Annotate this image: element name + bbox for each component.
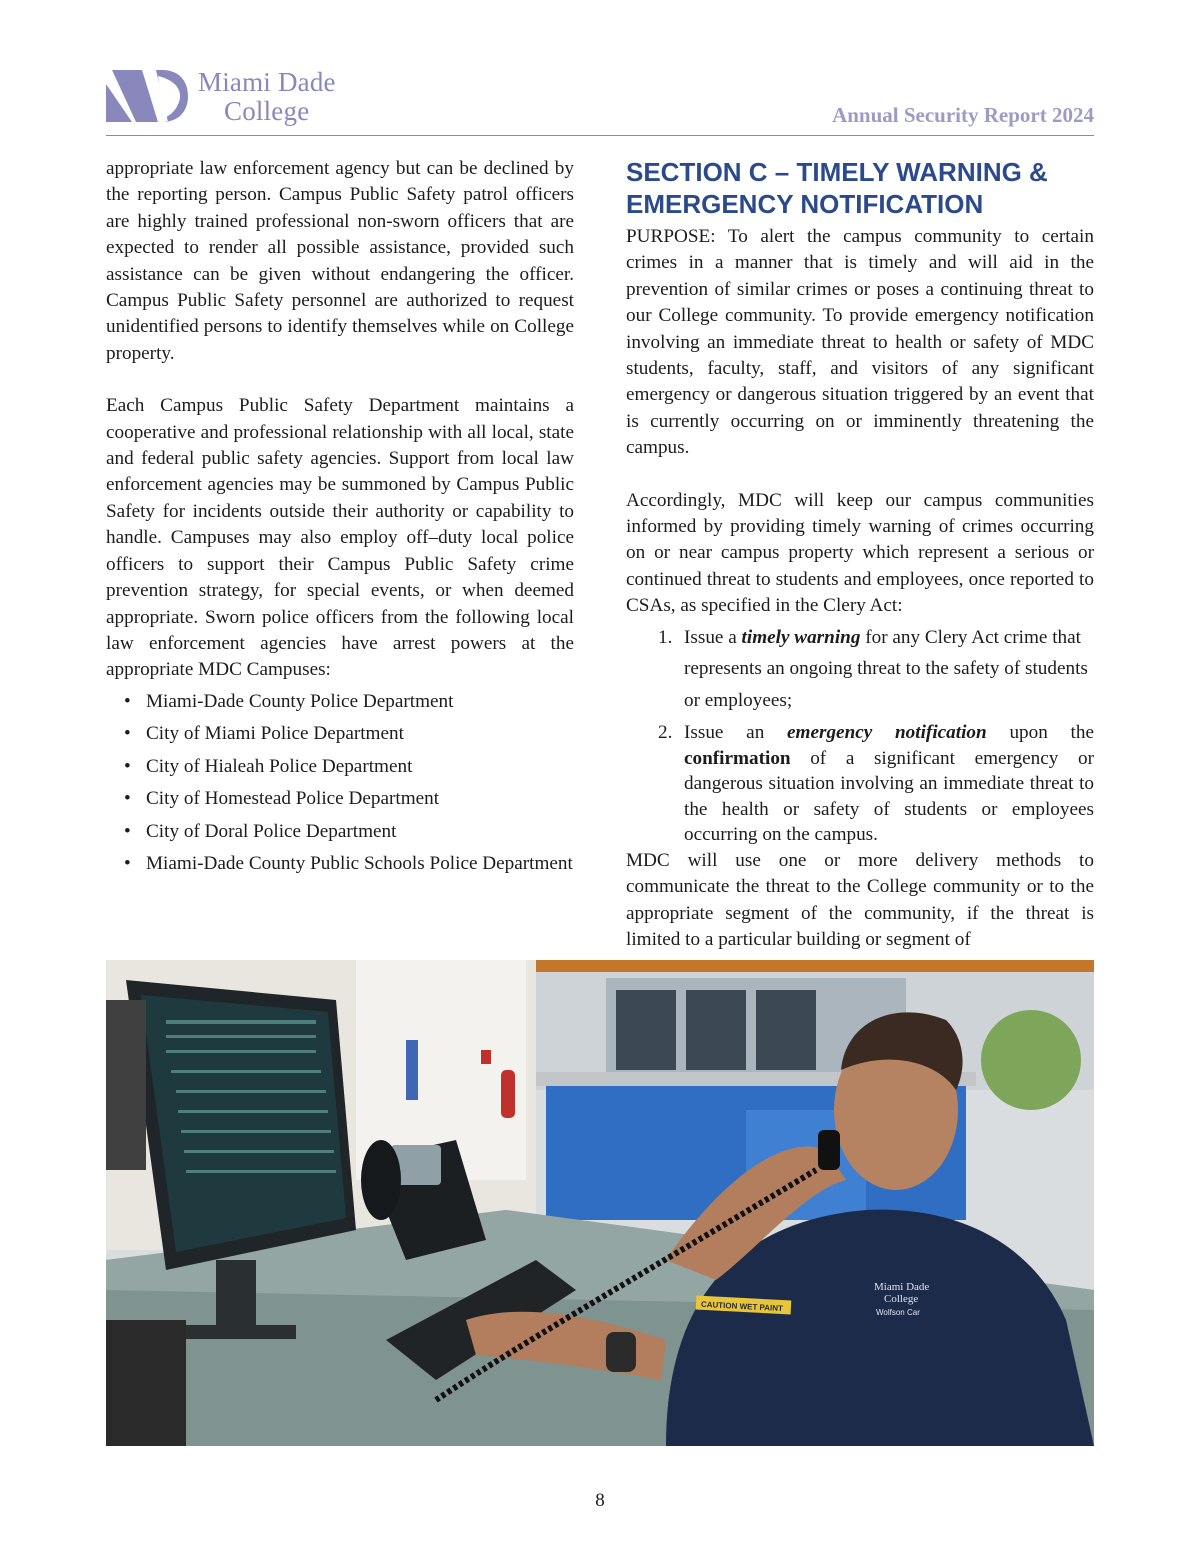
item-text: upon the [986, 722, 1094, 744]
section-title: SECTION C – TIMELY WARNING & EMERGENCY NOTIFICATION [626, 157, 1048, 219]
agency-name: City of Miami Police Department [146, 723, 404, 745]
list-item [122, 818, 574, 845]
college-logo-text [198, 68, 336, 126]
paragraph-delivery-methods: MDC will use one or more delivery methods to communicate the threat to the College community or to the appropriate segment of the community, if the threat is limited to a particular building or segment of [626, 849, 1094, 950]
agency-name: City of Homestead Police Department [146, 788, 440, 810]
list-item [122, 785, 574, 812]
shirt-logo-line-3: Wolfson Car [876, 1308, 920, 1317]
agency-list [106, 688, 574, 878]
college-logo-mark [106, 70, 188, 122]
bullet-icon: • [124, 820, 131, 842]
bullet-icon: • [124, 755, 131, 777]
list-item [122, 753, 574, 780]
agency-name: Miami-Dade County Police Department [146, 690, 454, 712]
paragraph-patrol-officers: appropriate law enforcement agency but can be declined by the reporting person. Campus Public Safety patrol officers are highly trained professional non-sworn officers that are expected to render all possible assistance, provided such assistance can be given without endangering the officer. Campus Public Safety personnel are authorized to request unidentified persons to identify themselves while on College property. [106, 158, 574, 364]
left-column [106, 156, 574, 883]
item-number: 1. [658, 626, 673, 648]
right-column [626, 156, 1094, 953]
dispatcher-photo-illustration [106, 960, 1094, 1446]
emphasis-emergency-notification: emergency notification [787, 722, 987, 744]
item-text: Issue an [684, 722, 788, 744]
bullet-icon: • [124, 690, 131, 712]
list-item [122, 688, 574, 715]
page-number: 8 [595, 1490, 605, 1511]
shirt-logo-line-2: College [884, 1293, 919, 1305]
list-item [658, 720, 1094, 848]
college-logo [106, 67, 366, 126]
list-item [122, 850, 574, 877]
emphasis-timely-warning: timely warning [741, 626, 861, 648]
agency-name: Miami-Dade County Public Schools Police Department [146, 853, 573, 875]
dispatcher-photo [106, 960, 1094, 1446]
agency-name: City of Hialeah Police Department [146, 755, 413, 777]
shirt-logo-line-1: Miami Dade [874, 1281, 930, 1293]
list-item [658, 622, 1094, 717]
logo-line-2: College [224, 96, 310, 126]
bullet-icon: • [124, 788, 131, 810]
report-title: Annual Security Report 2024 [832, 103, 1094, 127]
emphasis-confirmation: confirmation [684, 747, 791, 769]
item-number: 2. [658, 722, 673, 744]
item-text: Issue a [684, 626, 742, 648]
notification-steps [626, 622, 1094, 848]
bullet-icon: • [124, 723, 131, 745]
paragraph-accordingly: Accordingly, MDC will keep our campus communities informed by providing timely warning of crimes occurring on or near campus property which represent a serious or continued threat to students and employees, once reported to CSAs, as specified in the Clery Act: [626, 489, 1094, 617]
bullet-icon: • [124, 853, 131, 875]
logo-line-1: Miami Dade [198, 67, 336, 97]
floor-sign: CAUTION WET PAINT [700, 1299, 784, 1314]
agency-name: City of Doral Police Department [146, 820, 397, 842]
list-item [122, 720, 574, 747]
paragraph-purpose: PURPOSE: To alert the campus community to certain crimes in a manner that is timely and will aid in the prevention of similar crimes or poses a continuing threat to our College community. To provide emergency notification involving an immediate threat to health or safety of MDC students, faculty, staff, and visitors of any significant emergency or dangerous situation triggered by an event that is currently occurring on or imminently threatening the campus. [626, 226, 1094, 459]
item-text: for any Clery Act crime that represents an ongoing threat to the safety of students or employees; [684, 626, 1088, 711]
paragraph-agency-relationships: Each Campus Public Safety Department maintains a cooperative and professional relationship with all local, state and federal public safety agencies. Support from local law enforcement agencies may be summoned by Campus Public Safety for incidents outside their authority or capability to handle. Campuses may also employ off–duty local police officers to support their Campus Public Safety crime prevention strategy, for special events, or when deemed appropriate. Sworn police officers from the following local law enforcement agencies have arrest powers at the appropriate MDC Campuses: [106, 395, 574, 681]
header-divider [106, 135, 1094, 136]
item-text: of a significant emergency or dangerous situation involving an immediate threat to the health or safety of students or employees occurring on the campus. [684, 747, 1094, 846]
